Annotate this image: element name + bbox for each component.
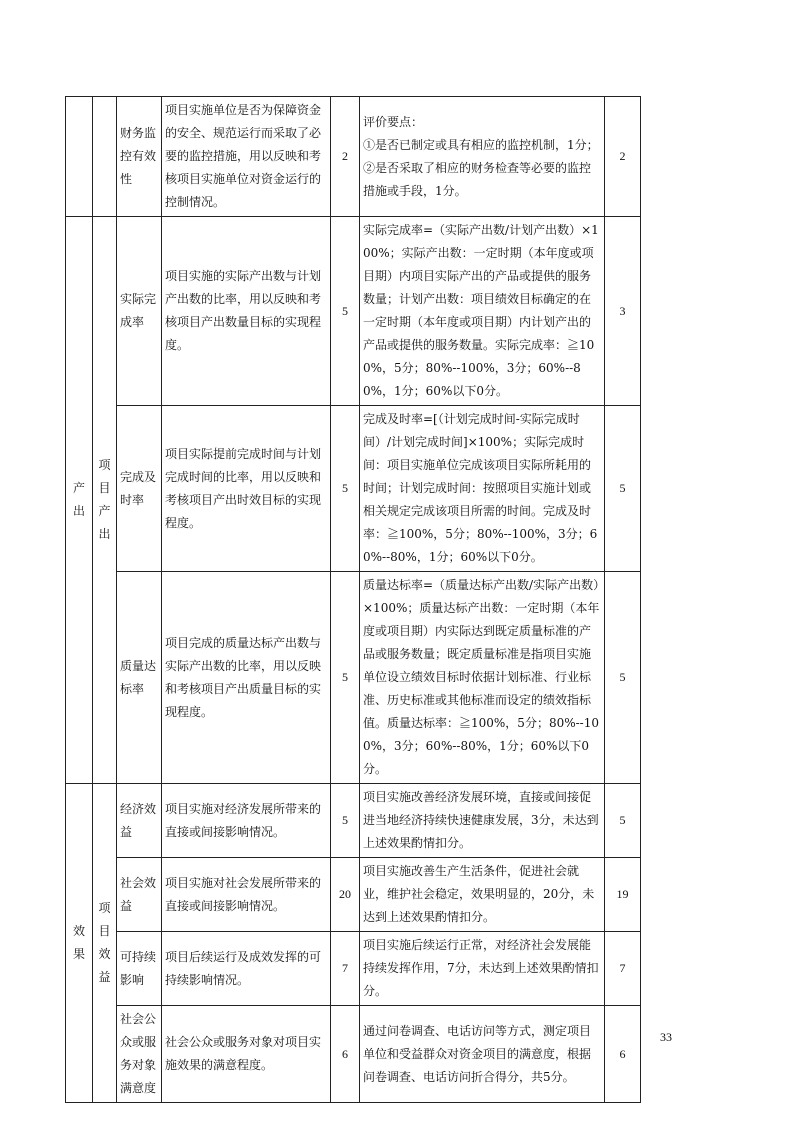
weight-cell: 2 (331, 97, 360, 217)
score-cell: 3 (605, 217, 641, 406)
criteria-cell: 项目实施改善生产生活条件，促进社会就业，维护社会稳定，效果明显的，20分，未达到上述效果酌情扣分。 (360, 858, 605, 932)
table-row (66, 784, 641, 858)
table-row (66, 1006, 641, 1103)
score-cell: 2 (605, 97, 641, 217)
score-cell: 5 (605, 406, 641, 572)
indicator-cell: 完成及时率 (117, 406, 162, 572)
score-cell: 5 (605, 572, 641, 784)
weight-cell: 5 (331, 406, 360, 572)
indicator-cell: 经济效益 (117, 784, 162, 858)
score-cell: 5 (605, 784, 641, 858)
description-cell: 项目实施单位是否为保障资金的安全、规范运行而采取了必要的监控措施，用以反映和考核项目实施单位对资金运行的控制情况。 (162, 97, 331, 217)
table-row (66, 217, 641, 406)
score-cell: 6 (605, 1006, 641, 1103)
indicator-cell: 财务监控有效性 (117, 97, 162, 217)
description-cell: 项目完成的质量达标产出数与实际产出数的比率，用以反映和考核项目产出质量目标的实现程度。 (162, 572, 331, 784)
criteria-line: ①是否已制定或具有相应的监控机制，1分； (363, 137, 599, 152)
criteria-line: 评价要点： (363, 114, 424, 129)
subcategory-cell (93, 97, 117, 217)
criteria-cell: 完成及时率=[（计划完成时间-实际完成时间）/计划完成时间]×100%；实际完成时间：项目实施单位完成该项目实际所耗用的时间；计划完成时间：按照项目实施计划或相关规定完成该项目所需的时间。完成及时率：≧100%，5分；80%--100%，3分；60%--80%，1分；60%以下0分。 (360, 406, 605, 572)
description-cell: 项目后续运行及成效发挥的可持续影响情况。 (162, 932, 331, 1006)
table-row (66, 406, 641, 572)
criteria-cell: 通过问卷调查、电话访问等方式，测定项目单位和受益群众对资金项目的满意度，根据问卷调查、电话访问折合得分，共5分。 (360, 1006, 605, 1103)
category-cell (66, 97, 93, 217)
page-number: 33 (660, 1030, 672, 1044)
description-cell: 项目实施的实际产出数与计划产出数的比率，用以反映和考核项目产出数量目标的实现程度。 (162, 217, 331, 406)
indicator-cell: 质量达标率 (117, 572, 162, 784)
description-cell: 项目实施对社会发展所带来的直接或间接影响情况。 (162, 858, 331, 932)
description-cell: 社会公众或服务对象对项目实施效果的满意程度。 (162, 1006, 331, 1103)
weight-cell: 20 (331, 858, 360, 932)
criteria-cell (360, 97, 605, 217)
table-row (66, 932, 641, 1006)
table-row (66, 572, 641, 784)
table-row (66, 858, 641, 932)
evaluation-table (65, 96, 641, 1103)
description-cell: 项目实施对经济发展所带来的直接或间接影响情况。 (162, 784, 331, 858)
criteria-cell: 项目实施改善经济发展环境，直接或间接促进当地经济持续快速健康发展，3分，未达到上述效果酌情扣分。 (360, 784, 605, 858)
description-cell: 项目实际提前完成时间与计划完成时间的比率，用以反映和考核项目产出时效目标的实现程度。 (162, 406, 331, 572)
score-cell: 7 (605, 932, 641, 1006)
category-cell: 产出 (66, 217, 93, 784)
indicator-cell: 社会公众或服务对象满意度 (117, 1006, 162, 1103)
weight-cell: 5 (331, 217, 360, 406)
indicator-cell: 实际完成率 (117, 217, 162, 406)
category-cell: 效果 (66, 784, 93, 1103)
criteria-cell: 质量达标率=（质量达标产出数/实际产出数）×100%；质量达标产出数：一定时期（本年度或项目期）内实际达到既定质量标准的产品或服务数量；既定质量标准是指项目实施单位设立绩效目标时依据计划标准、行业标准、历史标准或其他标准而设定的绩效指标值。质量达标率：≧100%，5分；80%--100%，3分；60%--80%，1分；60%以下0分。 (360, 572, 605, 784)
indicator-cell: 可持续影响 (117, 932, 162, 1006)
weight-cell: 5 (331, 572, 360, 784)
subcategory-cell: 项目效益 (93, 784, 117, 1103)
weight-cell: 7 (331, 932, 360, 1006)
criteria-cell: 实际完成率=（实际产出数/计划产出数）×100%；实际产出数：一定时期（本年度或项目期）内项目实际产出的产品或提供的服务数量；计划产出数：项目绩效目标确定的在一定时期（本年度或项目期）内计划产出的产品或提供的服务数量。实际完成率：≧100%，5分；80%--100%，3分；60%--80%，1分；60%以下0分。 (360, 217, 605, 406)
table-row (66, 97, 641, 217)
subcategory-cell: 项目产出 (93, 217, 117, 784)
criteria-cell: 项目实施后续运行正常，对经济社会发展能持续发挥作用，7分，未达到上述效果酌情扣分。 (360, 932, 605, 1006)
weight-cell: 6 (331, 1006, 360, 1103)
weight-cell: 5 (331, 784, 360, 858)
criteria-line: ②是否采取了相应的财务检查等必要的监控措施或手段，1分。 (363, 160, 592, 198)
indicator-cell: 社会效益 (117, 858, 162, 932)
score-cell: 19 (605, 858, 641, 932)
